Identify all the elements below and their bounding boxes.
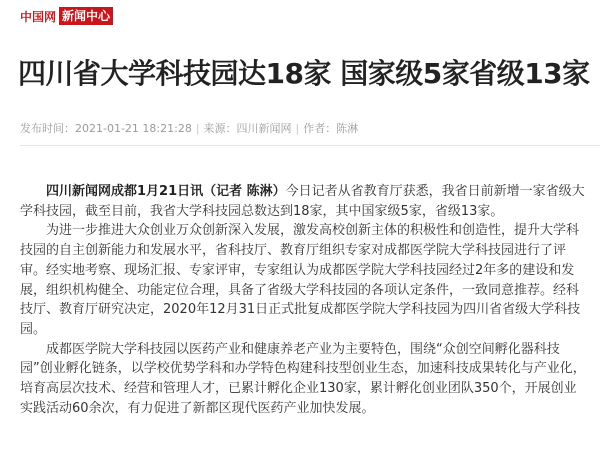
publish-time: 发布时间：2021-01-21 18:21:28 bbox=[20, 122, 192, 135]
article-paragraph: 为进一步推进大众创业万众创新深入发展，激发高校创新主体的积极性和创造性，提升大学科技园的自主创新能力和发展水平，省科技厅、教育厅组织专家对成都医学院大学科技园进行了评审。经实地考察、现场汇报、专家评审，专家组认为成都医学院大学科技园经过2年多的建设和发展，组织机构健全、功能定位合理，具备了省级大学科技园的各项认定条件，一致同意推荐。经科技厅、教育厅研究决定，2020年12月31日正式批复成都医学院大学科技园为四川省省级大学科技园。 bbox=[20, 223, 581, 337]
article-meta bbox=[20, 120, 358, 136]
channel-badge: 新闻中心 bbox=[59, 7, 113, 25]
article-paragraph bbox=[20, 182, 588, 221]
article-title: 四川省大学科技园达18家 国家级5家省级13家 bbox=[18, 57, 590, 90]
article-body bbox=[20, 182, 588, 418]
dateline: 四川新闻网成都1月21日讯（记者 陈淋） bbox=[46, 184, 286, 199]
header-divider bbox=[20, 145, 600, 146]
article-source: 来源：四川新闻网 bbox=[203, 122, 292, 135]
site-name: 中国网 bbox=[20, 9, 57, 24]
site-logo[interactable] bbox=[20, 6, 113, 26]
paragraph-text: 今日记者从省教育厅获悉，我省日前新增一家省级大学科技园，截至目前，我省大学科技园总数达到18家，其中国家级5家，省级13家。 bbox=[20, 184, 585, 219]
meta-separator: | bbox=[295, 122, 300, 135]
article-paragraph: 成都医学院大学科技园以医药产业和健康养老产业为主要特色，围绕“众创空间孵化器科技园”创业孵化链条，以学校优势学科和办学特色构建科技型创业生态，加速科技成果转化与产业化，培育高层次技术、经营和管理人才，已累计孵化企业130家，累计孵化创业团队350个，开展创业实践活动60余次，有力促进了新都区现代医药产业加快发展。 bbox=[20, 341, 586, 416]
article-author: 作者：陈淋 bbox=[303, 122, 359, 135]
meta-separator: | bbox=[195, 122, 200, 135]
